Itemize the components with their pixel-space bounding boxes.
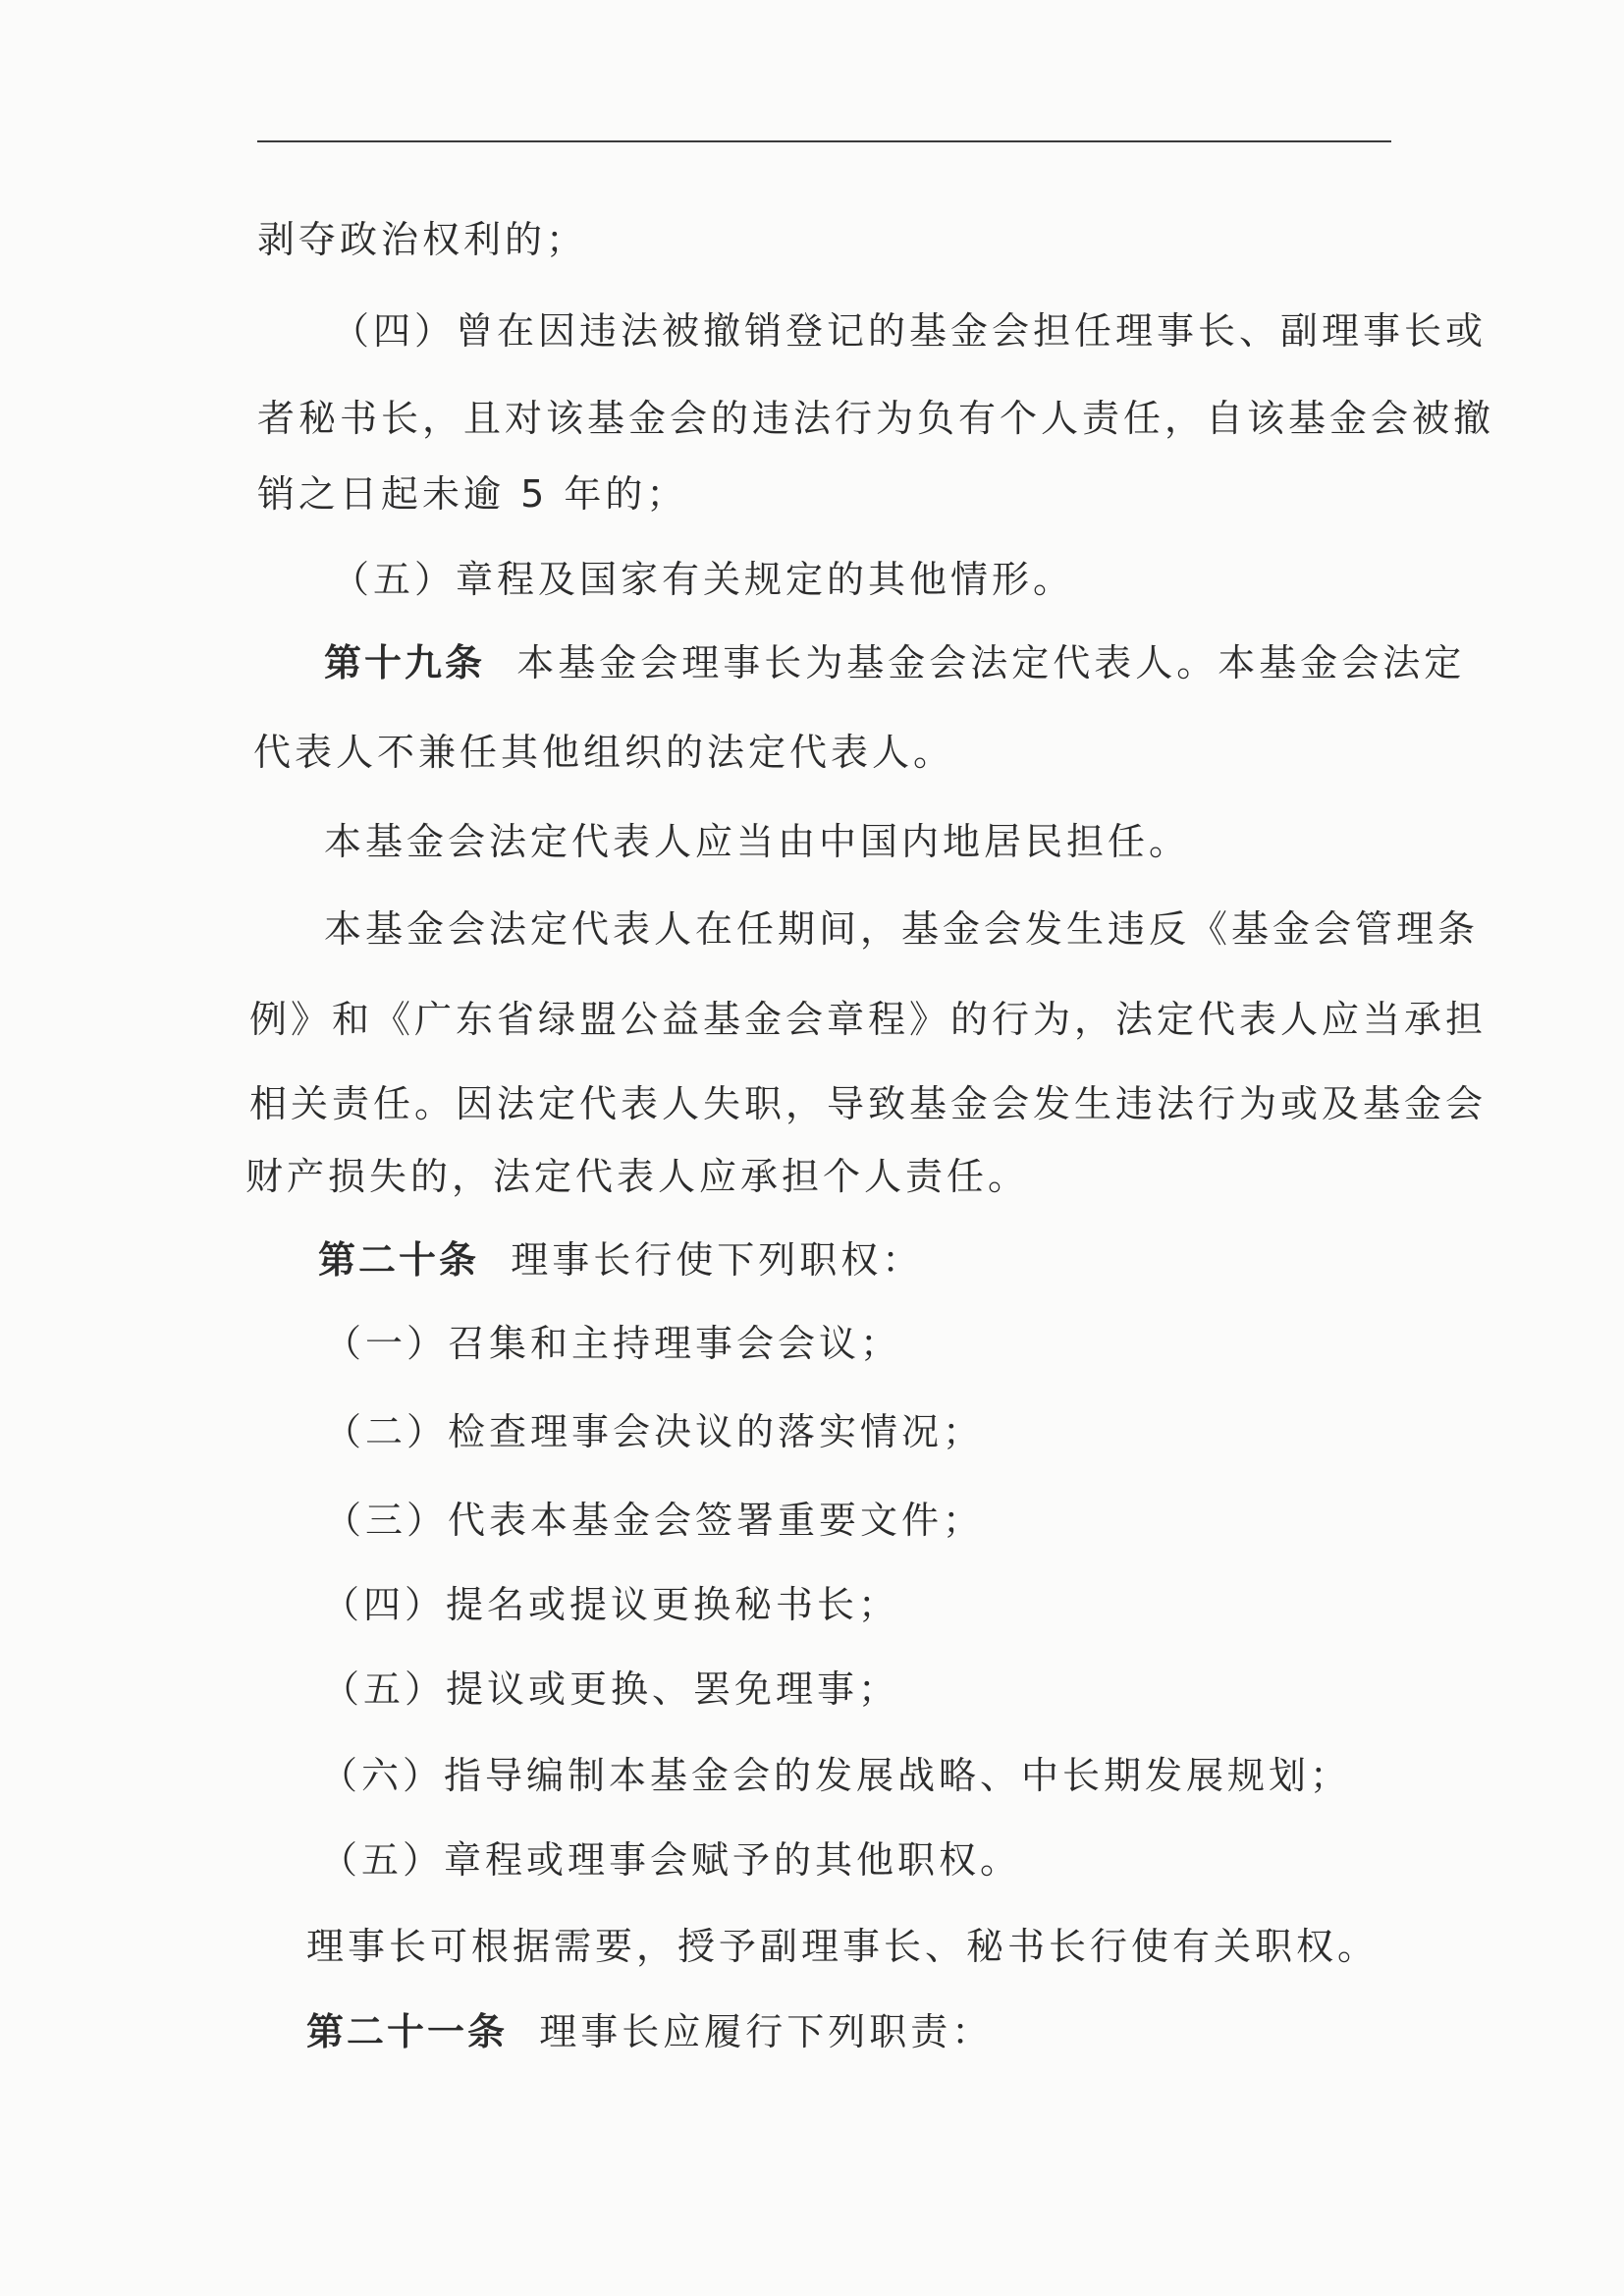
- text-line: （五）章程及国家有关规定的其他情形。: [332, 558, 1075, 601]
- list-item: （二）检查理事会决议的落实情况；: [324, 1410, 985, 1453]
- header-rule: [257, 140, 1391, 142]
- list-item: （四）提名或提议更换秘书长；: [322, 1583, 900, 1626]
- list-item: （六）指导编制本基金会的发展战略、中长期发展规划；: [320, 1754, 1352, 1797]
- text-line: 财产损失的，法定代表人应承担个人责任。: [245, 1155, 1030, 1198]
- text-line: 理事长可根据需要，授予副理事长、秘书长行使有关职权。: [306, 1925, 1380, 1968]
- text-line: 代表人不兼任其他组织的法定代表人。: [253, 731, 955, 774]
- text-line: （四）曾在因违法被撤销登记的基金会担任理事长、副理事长或: [332, 309, 1488, 353]
- article-number: 第二十条: [318, 1238, 480, 1282]
- text-line: 例》和《广东省绿盟公益基金会章程》的行为，法定代表人应当承担: [249, 998, 1488, 1041]
- list-item: （五）提议或更换、罢免理事；: [322, 1667, 900, 1711]
- list-item: （一）召集和主持理事会会议；: [324, 1322, 902, 1365]
- text-line: 剥夺政治权利的；: [257, 218, 588, 261]
- article-number: 第十九条: [324, 641, 486, 684]
- text-line: 本基金会法定代表人应当由中国内地居民担任。: [324, 820, 1191, 863]
- list-item: （三）代表本基金会签署重要文件；: [324, 1499, 985, 1542]
- article-heading-line: 第十九条 本基金会理事长为基金会法定代表人。本基金会法定: [324, 641, 1466, 684]
- article-heading-line: 第二十一条 理事长应履行下列职责：: [306, 2010, 994, 2053]
- text-line: 者秘书长，且对该基金会的违法行为负有个人责任，自该基金会被撤: [257, 397, 1495, 440]
- list-item: （五）章程或理事会赋予的其他职权。: [320, 1838, 1022, 1882]
- text-line: 销之日起未逾 5 年的；: [257, 472, 688, 516]
- article-heading-line: 第二十条 理事长行使下列职权：: [318, 1238, 924, 1282]
- article-number: 第二十一条: [306, 2010, 509, 2053]
- text-line: 相关责任。因法定代表人失职，导致基金会发生违法行为或及基金会: [249, 1082, 1488, 1125]
- text-line: 本基金会法定代表人在任期间，基金会发生违反《基金会管理条: [324, 907, 1480, 951]
